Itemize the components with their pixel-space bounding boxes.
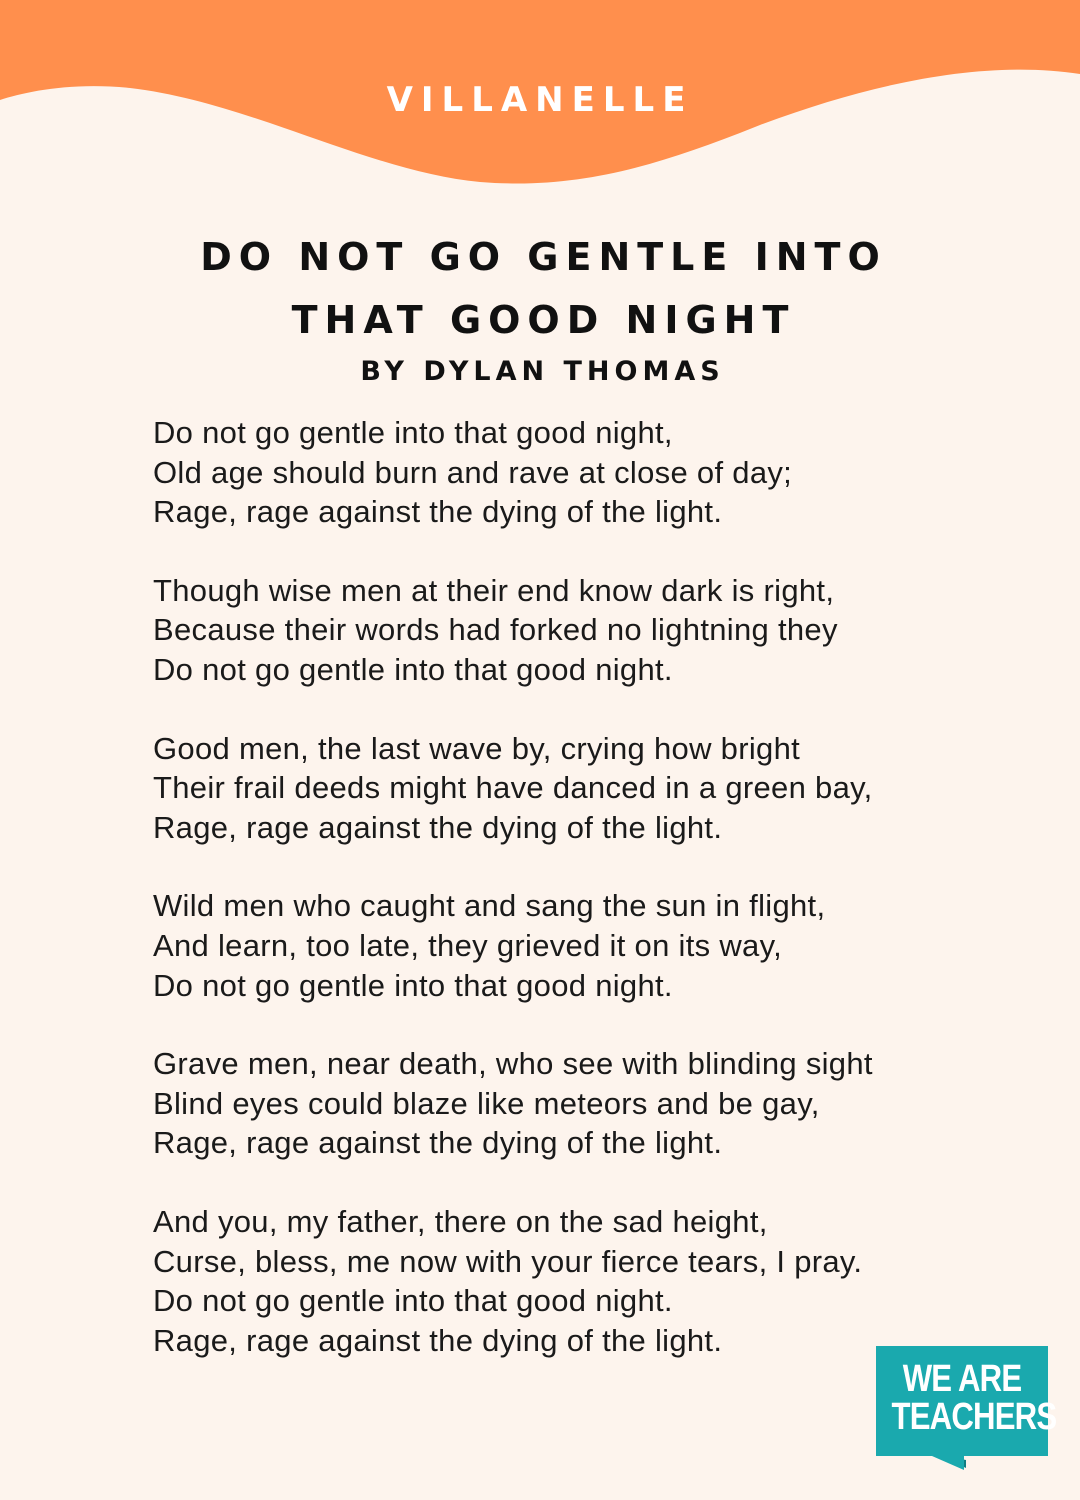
poem-line: Though wise men at their end know dark is right, bbox=[153, 572, 835, 608]
poem-line: And you, my father, there on the sad height, bbox=[153, 1203, 768, 1239]
stanza bbox=[153, 571, 953, 690]
logo-text bbox=[891, 1358, 1057, 1438]
stanza bbox=[153, 1202, 953, 1360]
stanza bbox=[153, 1044, 953, 1163]
poem-byline: BY DYLAN THOMAS bbox=[360, 356, 725, 387]
poem-line: Old age should burn and rave at close of day; bbox=[153, 454, 793, 490]
poem-title-line-2: THAT GOOD NIGHT bbox=[291, 298, 796, 342]
poem-title-line-1: DO NOT GO GENTLE INTO bbox=[200, 235, 887, 279]
stanza bbox=[153, 729, 953, 848]
poem-line: Curse, bless, me now with your fierce tears, I pray. bbox=[153, 1243, 863, 1279]
poem-line: Do not go gentle into that good night. bbox=[153, 651, 673, 687]
poem-line: Do not go gentle into that good night, bbox=[153, 415, 673, 450]
poem-line: Rage, rage against the dying of the light. bbox=[153, 1125, 723, 1161]
stanza bbox=[153, 886, 953, 1005]
logo-text-line-2: TEACHERS bbox=[891, 1396, 1057, 1438]
poem-line: Do not go gentle into that good night. bbox=[153, 967, 673, 1003]
poem-line: Good men, the last wave by, crying how bright bbox=[153, 730, 801, 766]
poem-line: Rage, rage against the dying of the light. bbox=[153, 809, 723, 845]
poem-line: Grave men, near death, who see with blinding sight bbox=[153, 1046, 873, 1082]
poem-line: And learn, too late, they grieved it on its way, bbox=[153, 927, 782, 963]
poem-line: Because their words had forked no lightning they bbox=[153, 612, 838, 648]
title-block bbox=[0, 226, 1080, 392]
poem-line: Rage, rage against the dying of the light. bbox=[153, 494, 723, 530]
poem-line: Wild men who caught and sang the sun in flight, bbox=[153, 888, 826, 924]
poem-body bbox=[153, 413, 953, 1399]
poem-line: Do not go gentle into that good night. bbox=[153, 1283, 673, 1319]
we-are-teachers-logo[interactable] bbox=[876, 1346, 1057, 1476]
stanza bbox=[153, 413, 953, 532]
poem-line: Their frail deeds might have danced in a green bay, bbox=[153, 770, 873, 806]
poem-line: Blind eyes could blaze like meteors and be gay, bbox=[153, 1085, 820, 1121]
logo-text-line-1: WE ARE bbox=[902, 1358, 1022, 1400]
category-label: VILLANELLE bbox=[386, 80, 694, 120]
poem-line: Rage, rage against the dying of the light. bbox=[153, 1322, 723, 1358]
